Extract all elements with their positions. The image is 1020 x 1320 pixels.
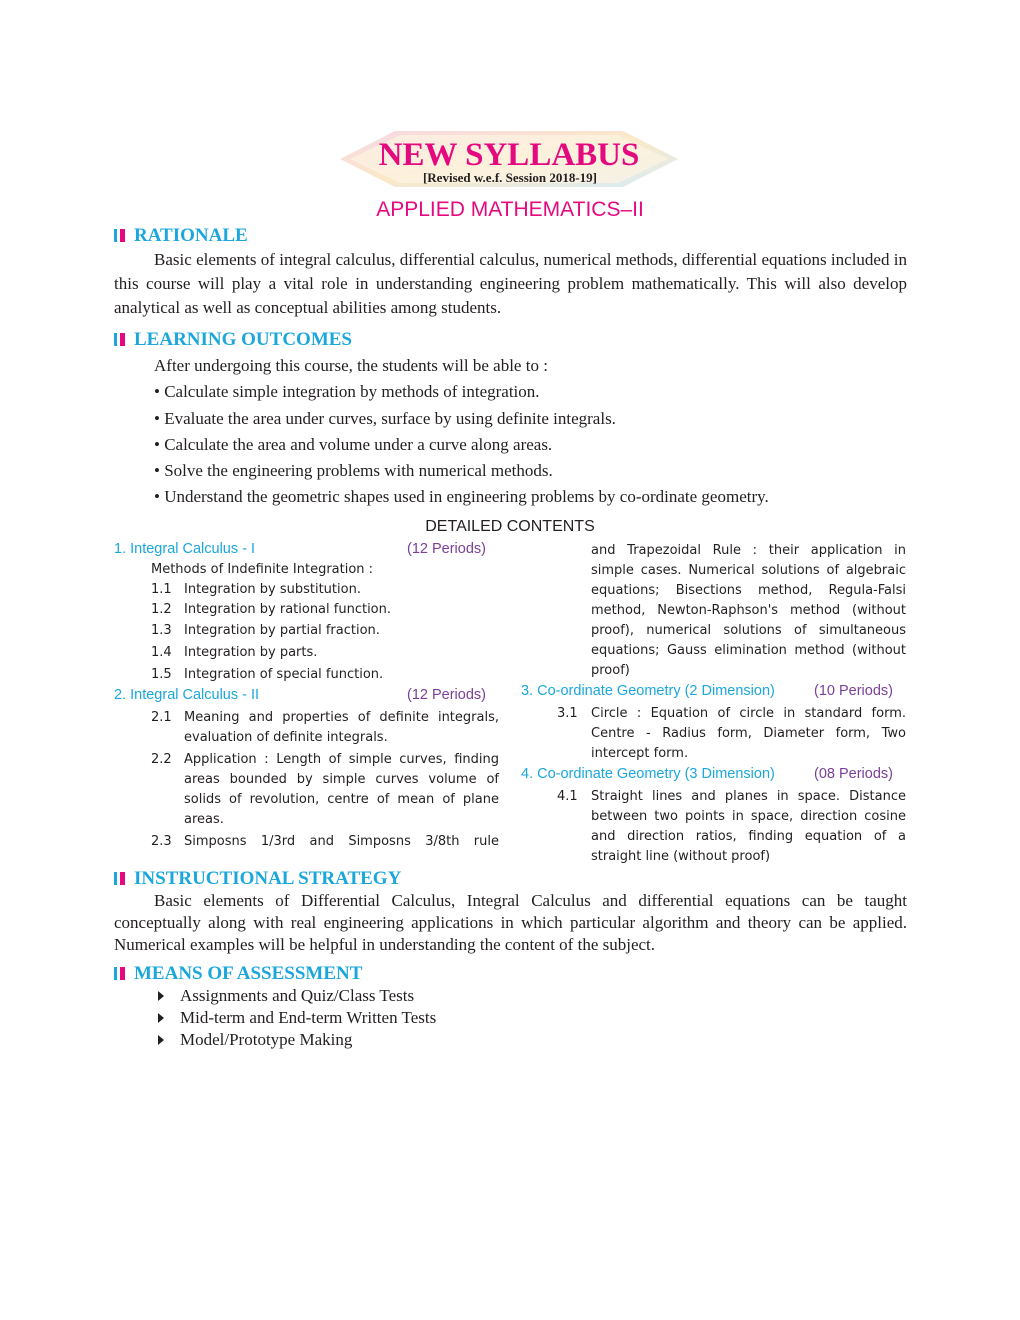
item-number: 1.4	[151, 645, 172, 660]
list-item-line: Meaning and properties of definite integrals,	[184, 710, 499, 725]
list-item-line: equations; Bisections method, Regula-Falsi	[591, 583, 906, 598]
list-item-line: areas bounded by simple curves volume of	[184, 772, 499, 787]
module-2-periods: (12 Periods)	[407, 687, 486, 703]
item-number: 1.3	[151, 623, 172, 638]
instructional-strategy-text: Basic elements of Differential Calculus, Integral Calculus and differential equations can be taught conceptually along with real engineering applications in which particular algorithm and theory can be applied. Numerical examples will be helpful in understanding the content of the subject.	[114, 891, 907, 954]
section-marker-icon	[114, 333, 117, 346]
list-item-line: Application : Length of simple curves, finding	[184, 752, 499, 767]
list-item: Integration by substitution.	[184, 582, 361, 597]
list-item-line: proof), numerical solutions of simultaneous	[591, 623, 906, 638]
section-marker-icon	[120, 333, 125, 346]
triangle-bullet-icon	[158, 1035, 164, 1045]
list-item: Model/Prototype Making	[158, 1029, 436, 1051]
rationale-text: Basic elements of integral calculus, differential calculus, numerical methods, differential equations included in this course will play a vital role in understanding engineering problem mathematically. This will also develop analytical as well as conceptual abilities among students.	[114, 250, 907, 317]
module-2-title: 2. Integral Calculus - II	[114, 687, 260, 703]
list-item-line: between two points in space, direction cosine	[591, 809, 906, 824]
section-marker-icon	[120, 872, 125, 885]
item-number: 4.1	[557, 789, 578, 804]
list-item: Integration by partial fraction.	[184, 623, 380, 638]
rationale-heading: RATIONALE	[114, 225, 248, 247]
list-item-line: Straight lines and planes in space. Distance	[591, 789, 906, 804]
list-item-line: equations; Gauss elimination method (without	[591, 643, 906, 658]
instructional-strategy-heading: INSTRUCTIONAL STRATEGY	[114, 868, 401, 890]
module-1-intro: Methods of Indefinite Integration :	[151, 562, 374, 577]
item-number: 1.2	[151, 602, 172, 617]
item-number: 2.2	[151, 752, 172, 767]
list-item-line: proof)	[591, 663, 630, 678]
list-item-line: intercept form.	[591, 746, 689, 761]
list-item-line: solids of revolution, centre of mean of plane	[184, 792, 499, 807]
subject-title: APPLIED MATHEMATICS–II	[376, 198, 644, 221]
list-item-line: straight line (without proof)	[591, 849, 771, 864]
section-marker-icon	[114, 229, 117, 242]
list-item-line: Simposns 1/3rd and Simposns 3/8th rule	[184, 834, 499, 849]
list-item-line: method, Newton-Raphson's method (without	[591, 603, 906, 618]
list-item-line: Circle : Equation of circle in standard form.	[591, 706, 906, 721]
list-item-line: areas.	[184, 812, 224, 827]
section-marker-icon	[114, 967, 117, 980]
list-item-line: and Trapezoidal Rule : their application in	[591, 543, 906, 558]
list-item: Mid-term and End-term Written Tests	[158, 1007, 436, 1029]
module-1-periods: (12 Periods)	[407, 541, 486, 557]
list-item: Integration by parts.	[184, 645, 318, 660]
assessment-heading: MEANS OF ASSESSMENT	[114, 963, 362, 985]
item-number: 1.1	[151, 582, 172, 597]
triangle-bullet-icon	[158, 1013, 164, 1023]
item-number: 3.1	[557, 706, 578, 721]
module-3-periods: (10 Periods)	[814, 683, 893, 699]
list-item-line: and direction ratios, finding equation of a	[591, 829, 906, 844]
module-4-title: 4. Co-ordinate Geometry (3 Dimension)	[521, 766, 775, 782]
module-3-title: 3. Co-ordinate Geometry (2 Dimension)	[521, 683, 775, 699]
list-item-line: Centre - Radius form, Diameter form, Two	[591, 726, 906, 741]
list-item: • Calculate the area and volume under a curve along areas.	[154, 434, 553, 454]
learning-outcomes-list	[154, 354, 769, 512]
list-item: Assignments and Quiz/Class Tests	[158, 985, 436, 1007]
list-item: • Solve the engineering problems with numerical methods.	[154, 461, 553, 481]
module-4-periods: (08 Periods)	[814, 766, 893, 782]
learning-outcomes-heading: LEARNING OUTCOMES	[114, 329, 352, 351]
item-number: 1.5	[151, 667, 172, 682]
module-1-title: 1. Integral Calculus - I	[114, 541, 256, 557]
list-item-line: evaluation of definite integrals.	[184, 730, 388, 745]
list-item: • Evaluate the area under curves, surface by using definite integrals.	[154, 408, 616, 428]
list-item: • Understand the geometric shapes used in engineering problems by co-ordinate geometry.	[154, 487, 769, 507]
assessment-list	[158, 985, 436, 1051]
banner-title: NEW SYLLABUS	[378, 137, 640, 173]
outcomes-intro: After undergoing this course, the students will be able to :	[154, 356, 548, 375]
list-item-line: simple cases. Numerical solutions of algebraic	[591, 563, 906, 578]
section-marker-icon	[114, 872, 117, 885]
list-item: Integration by rational function.	[184, 602, 392, 617]
item-number: 2.1	[151, 710, 172, 725]
list-item: • Calculate simple integration by methods of integration.	[154, 382, 540, 402]
detailed-contents-heading: DETAILED CONTENTS	[425, 518, 595, 535]
banner-subtitle: [Revised w.e.f. Session 2018-19]	[422, 170, 598, 185]
section-marker-icon	[120, 229, 125, 242]
item-number: 2.3	[151, 834, 172, 849]
triangle-bullet-icon	[158, 991, 164, 1001]
list-item: Integration of special function.	[184, 667, 384, 682]
section-marker-icon	[120, 967, 125, 980]
